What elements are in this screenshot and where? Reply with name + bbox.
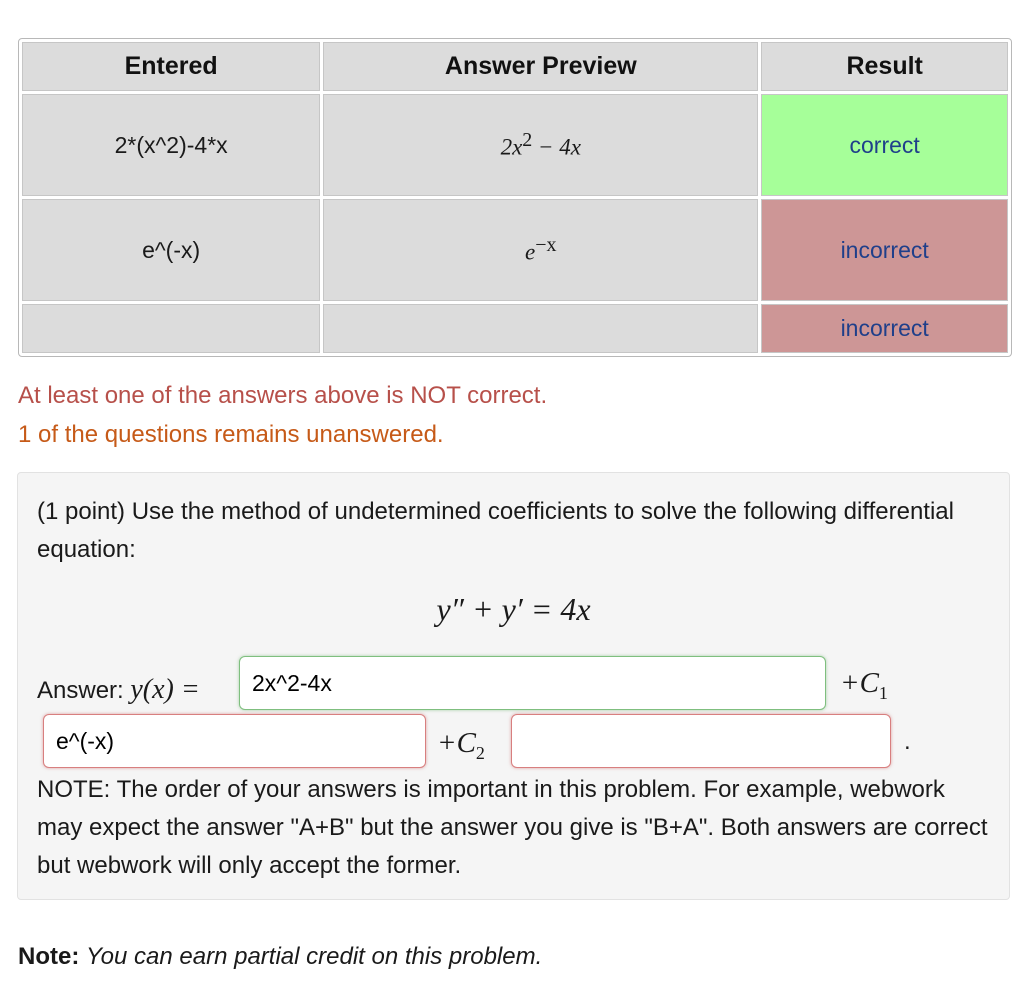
result-cell-incorrect: incorrect [761, 304, 1008, 353]
answer-input-1[interactable] [239, 656, 826, 710]
order-note: NOTE: The order of your answers is important in this problem. For example, webwork may expect the answer "A+B" but the answer you give is "B+A". Both answers are correct but webwork will only accept the former. [37, 776, 988, 879]
c1-label: +C [840, 667, 879, 699]
header-result: Result [761, 42, 1008, 91]
header-entered: Entered [22, 42, 320, 91]
answer-input-3[interactable] [511, 714, 891, 768]
partial-credit-note [18, 943, 542, 971]
note-text: You can earn partial credit on this problem. [86, 943, 543, 970]
entered-cell: e^(-x) [22, 199, 320, 301]
period: . [904, 728, 911, 755]
note-label: Note: [18, 943, 80, 970]
c1-subscript: 1 [878, 682, 888, 703]
entered-cell [22, 304, 320, 353]
plus-c2 [437, 723, 485, 773]
table-row [22, 304, 1008, 353]
c2-label: +C [437, 727, 476, 759]
table-row [22, 94, 1008, 196]
preview-cell [323, 199, 758, 301]
plus-c1 [840, 663, 888, 713]
problem-box [17, 472, 1010, 900]
header-answer-preview: Answer Preview [323, 42, 758, 91]
entered-cell: 2*(x^2)-4*x [22, 94, 320, 196]
unanswered-message: 1 of the questions remains unanswered. [18, 421, 444, 448]
preview-cell [323, 304, 758, 353]
not-correct-message: At least one of the answers above is NOT correct. [18, 382, 548, 409]
preview-superscript: 2 [522, 129, 533, 152]
preview-superscript: −x [535, 234, 557, 257]
differential-equation [18, 591, 1009, 628]
preview-base: e [525, 239, 536, 265]
problem-statement: (1 point) Use the method of undetermined coefficients to solve the following differential equation: [37, 498, 954, 563]
preview-rest: − 4x [532, 134, 582, 160]
result-cell-incorrect: incorrect [761, 199, 1008, 301]
preview-base: 2x [500, 134, 523, 160]
results-table [18, 38, 1012, 357]
preview-cell [323, 94, 758, 196]
answer-input-2[interactable] [43, 714, 426, 768]
equation-text: y″ + y′ = 4x [436, 591, 591, 627]
answer-label-row [37, 663, 200, 717]
c2-subscript: 2 [475, 742, 485, 763]
result-cell-correct: correct [761, 94, 1008, 196]
results-header-row [22, 42, 1008, 91]
answer-label: Answer: [37, 677, 131, 704]
answer-math: y(x) = [130, 674, 200, 705]
table-row [22, 199, 1008, 301]
